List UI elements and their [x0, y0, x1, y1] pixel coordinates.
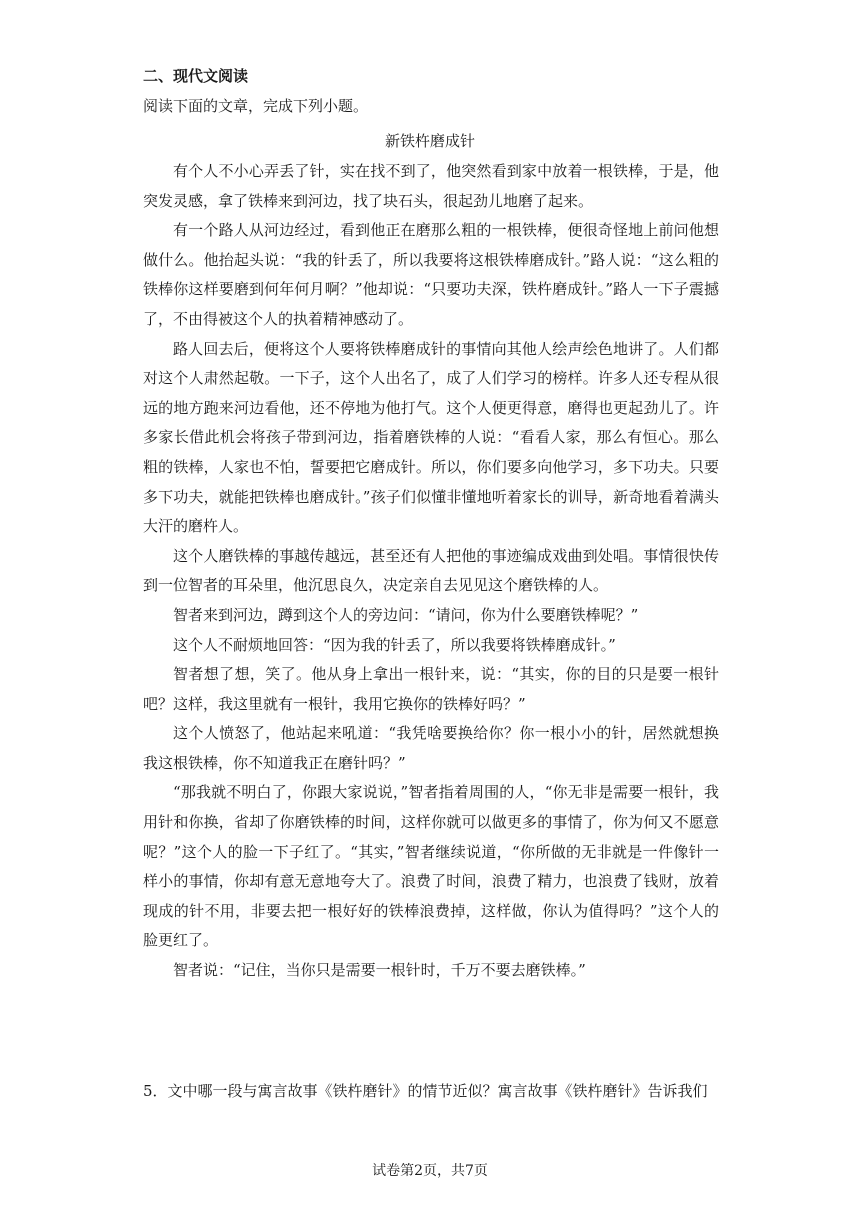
article-paragraph: “那我就不明白了，你跟大家说说，”智者指着周围的人，“你无非是需要一根针，我用针和你换，省却了你磨铁棒的时间，这样你就可以做更多的事情了，你为何又不愿意呢？”这个人的脸一下子红了。“其实，”智者继续说道，“你所做的无非就是一件像针一样小的事情，你却有意无意地夸大了。浪费了时间，浪费了精力，也浪费了钱财，放着现成的针不用，非要去把一根好好的铁棒浪费掉，这样做，你认为值得吗？”这个人的脸更红了。 [143, 783, 719, 950]
article-title: 新铁杵磨成针 [384, 132, 475, 150]
article-paragraph: 智者来到河边，蹲到这个人的旁边问：“请问，你为什么要磨铁棒呢？” [173, 605, 639, 624]
article-paragraph: 这个人不耐烦地回答：“因为我的针丢了，所以我要将铁棒磨成针。” [173, 635, 616, 654]
article-paragraph: 有一个路人从河边经过，看到他正在磨那么粗的一根铁棒，便很奇怪地上前问他想做什么。他抬起头说：“我的针丢了，所以我要将这根铁棒磨成针。”路人说：“这么粗的铁棒你这样要磨到何年何月啊？”他却说：“只要功夫深，铁杵磨成针。”路人一下子震撼了，不由得被这个人的执着精神感动了。 [143, 221, 719, 328]
article-paragraph: 这个人磨铁棒的事越传越远，甚至还有人把他的事迹编成戏曲到处唱。事情很快传到一位智者的耳朵里，他沉思良久，决定亲自去见见这个磨铁棒的人。 [143, 546, 719, 595]
article-body [143, 157, 719, 986]
question-5: 5．文中哪一段与寓言故事《铁杵磨针》的情节近似？寓言故事《铁杵磨针》告诉我们 [143, 1082, 708, 1100]
article-paragraph: 这个人愤怒了，他站起来吼道：“我凭啥要换给你？你一根小小的针，居然就想换我这根铁棒，你不知道我正在磨针吗？” [143, 724, 719, 772]
reading-instruction: 阅读下面的文章，完成下列小题。 [143, 97, 369, 115]
article-paragraph: 智者说：“记住，当你只是需要一根针时，千万不要去磨铁棒。” [173, 961, 586, 980]
page-footer: 试卷第2页，共7页 [372, 1163, 488, 1179]
article-paragraph: 智者想了想，笑了。他从身上拿出一根针来，说：“其实，你的目的只是要一根针吧？这样，我这里就有一根针，我用它换你的铁棒好吗？” [143, 665, 719, 713]
section-heading: 二、现代文阅读 [143, 67, 249, 85]
article-paragraph: 有个人不小心弄丢了针，实在找不到了，他突然看到家中放着一根铁棒，于是，他突发灵感，拿了铁棒来到河边，找了块石头，很起劲儿地磨了起来。 [143, 162, 719, 210]
article-paragraph: 路人回去后，便将这个人要将铁棒磨成针的事情向其他人绘声绘色地讲了。人们都对这个人肃然起敬。一下子，这个人出名了，成了人们学习的榜样。许多人还专程从很远的地方跑来河边看他，还不停地为他打气。这个人便更得意，磨得也更起劲儿了。许多家长借此机会将孩子带到河边，指着磨铁棒的人说：“看看人家，那么有恒心。那么粗的铁棒，人家也不怕，誓要把它磨成针。所以，你们要多向他学习，多下功夫。只要多下功夫，就能把铁棒也磨成针。”孩子们似懂非懂地听着家长的训导，新奇地看着满头大汗的磨杵人。 [143, 339, 719, 536]
